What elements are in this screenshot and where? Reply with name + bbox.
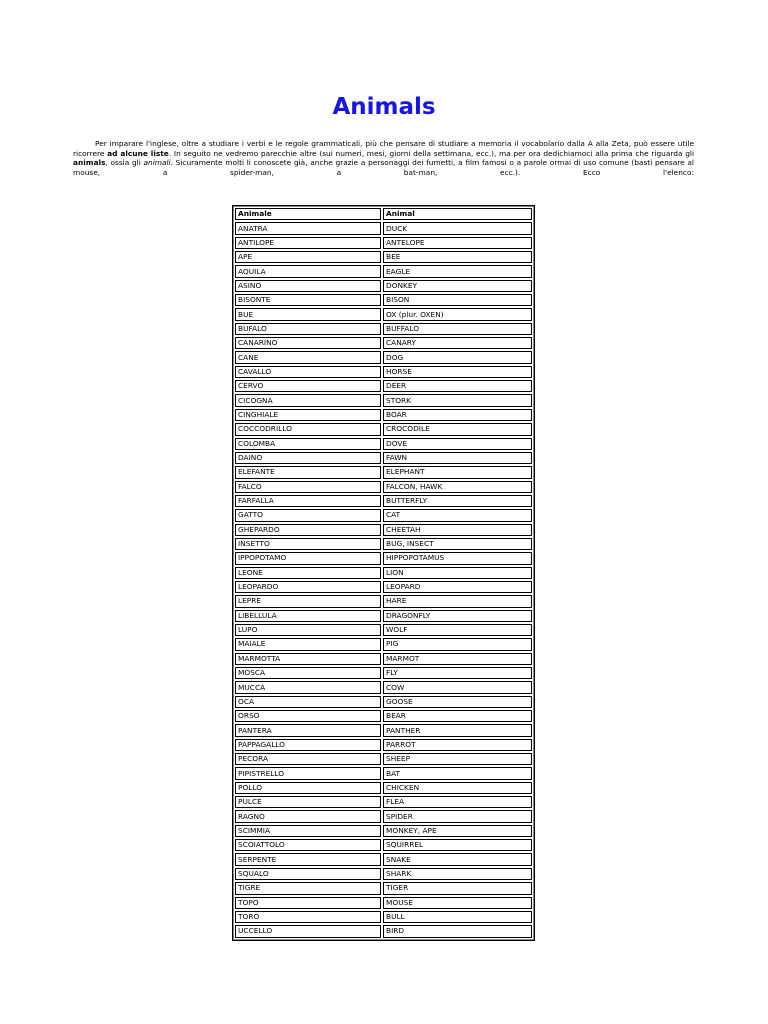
cell-english: PARROT [383, 739, 532, 751]
cell-italian: TORO [235, 911, 381, 923]
cell-english: GOOSE [383, 696, 532, 708]
cell-italian: POLLO [235, 782, 381, 794]
cell-italian: INSETTO [235, 538, 381, 550]
cell-italian: GATTO [235, 509, 381, 521]
cell-italian: APE [235, 251, 381, 263]
table-row [235, 524, 532, 536]
table-row [235, 796, 532, 808]
table-row [235, 509, 532, 521]
cell-italian: ANTILOPE [235, 237, 381, 249]
cell-english: MARMOT [383, 653, 532, 665]
table-row [235, 567, 532, 579]
table-row [235, 409, 532, 421]
header-english: Animal [383, 208, 532, 220]
cell-italian: LEOPARDO [235, 581, 381, 593]
cell-italian: AQUILA [235, 265, 381, 277]
cell-italian: PANTERA [235, 724, 381, 736]
cell-english: SHEEP [383, 753, 532, 765]
header-italian: Animale [235, 208, 381, 220]
cell-italian: MAIALE [235, 638, 381, 650]
table-row [235, 882, 532, 894]
table-row [235, 380, 532, 392]
cell-english: BAT [383, 767, 532, 779]
cell-italian: PAPPAGALLO [235, 739, 381, 751]
cell-italian: BUE [235, 308, 381, 320]
table-row [235, 237, 532, 249]
cell-italian: SQUALO [235, 868, 381, 880]
intro-text-3: , ossia gli [105, 158, 144, 168]
cell-italian: CINGHIALE [235, 409, 381, 421]
cell-italian: BISONTE [235, 294, 381, 306]
cell-italian: COLOMBA [235, 438, 381, 450]
table-row [235, 839, 532, 851]
cell-english: EAGLE [383, 265, 532, 277]
cell-english: BOAR [383, 409, 532, 421]
cell-english: WOLF [383, 624, 532, 636]
cell-english: COW [383, 681, 532, 693]
table-row [235, 724, 532, 736]
table-row [235, 366, 532, 378]
table-row [235, 667, 532, 679]
cell-english: FALCON, HAWK [383, 481, 532, 493]
table-row [235, 595, 532, 607]
cell-italian: PULCE [235, 796, 381, 808]
cell-italian: CAVALLO [235, 366, 381, 378]
cell-italian: LUPO [235, 624, 381, 636]
cell-italian: LEPRE [235, 595, 381, 607]
table-row [235, 653, 532, 665]
cell-english: MONKEY, APE [383, 825, 532, 837]
cell-english: PIG [383, 638, 532, 650]
cell-italian: CICOGNA [235, 394, 381, 406]
cell-italian: CANARINO [235, 337, 381, 349]
cell-italian: TIGRE [235, 882, 381, 894]
cell-english: LION [383, 567, 532, 579]
cell-english: HARE [383, 595, 532, 607]
table-row [235, 337, 532, 349]
table-row [235, 265, 532, 277]
intro-text-2: . In seguito ne vedremo parecchie altre (sui numeri, mesi, giorni della settimana, ecc.), ma per ora dedichiamoci alla prima che riguarda gli [168, 148, 695, 158]
table-row [235, 394, 532, 406]
table-row [235, 853, 532, 865]
cell-english: SNAKE [383, 853, 532, 865]
table-row [235, 710, 532, 722]
table-row [235, 552, 532, 564]
cell-english: ELEPHANT [383, 466, 532, 478]
cell-english: BUFFALO [383, 323, 532, 335]
cell-italian: LEONE [235, 567, 381, 579]
cell-italian: GHEPARDO [235, 524, 381, 536]
cell-italian: IPPOPOTAMO [235, 552, 381, 564]
table-row [235, 911, 532, 923]
cell-italian: PIPISTRELLO [235, 767, 381, 779]
cell-english: SQUIRREL [383, 839, 532, 851]
table-row [235, 681, 532, 693]
cell-english: CAT [383, 509, 532, 521]
table-row [235, 280, 532, 292]
table-row [235, 810, 532, 822]
table-row [235, 308, 532, 320]
cell-english: SHARK [383, 868, 532, 880]
cell-italian: ORSO [235, 710, 381, 722]
cell-italian: COCCODRILLO [235, 423, 381, 435]
cell-english: DRAGONFLY [383, 610, 532, 622]
cell-english: BISON [383, 294, 532, 306]
cell-italian: CANE [235, 351, 381, 363]
cell-english: BUG, INSECT [383, 538, 532, 550]
cell-english: DOVE [383, 438, 532, 450]
cell-english: BEAR [383, 710, 532, 722]
cell-english: BEE [383, 251, 532, 263]
cell-italian: DAINO [235, 452, 381, 464]
intro-text-1: Per imparare l'inglese, oltre a studiare i verbi e le regole grammaticali, più che pensare di studiare a memoria il vocabolario dalla A alla Zeta, può essere utile ricorrere [73, 139, 694, 158]
cell-english: DEER [383, 380, 532, 392]
cell-italian: TOPO [235, 897, 381, 909]
cell-english: DONKEY [383, 280, 532, 292]
cell-italian: ELEFANTE [235, 466, 381, 478]
cell-english: FAWN [383, 452, 532, 464]
cell-english: FLY [383, 667, 532, 679]
table-row [235, 696, 532, 708]
cell-english: TIGER [383, 882, 532, 894]
cell-english: DOG [383, 351, 532, 363]
cell-italian: OCA [235, 696, 381, 708]
table-row [235, 452, 532, 464]
table-row [235, 351, 532, 363]
cell-english: BIRD [383, 925, 532, 937]
table-row [235, 610, 532, 622]
table-row [235, 767, 532, 779]
cell-english: HORSE [383, 366, 532, 378]
cell-english: STORK [383, 394, 532, 406]
cell-italian: RAGNO [235, 810, 381, 822]
cell-english: CHICKEN [383, 782, 532, 794]
table-row [235, 495, 532, 507]
cell-italian: MUCCA [235, 681, 381, 693]
table-row [235, 481, 532, 493]
intro-bold-2: animals [73, 158, 106, 168]
table-row [235, 925, 532, 937]
cell-english: CANARY [383, 337, 532, 349]
cell-italian: MOSCA [235, 667, 381, 679]
cell-english: HIPPOPOTAMUS [383, 552, 532, 564]
cell-english: BUTTERFLY [383, 495, 532, 507]
cell-italian: LIBELLULA [235, 610, 381, 622]
cell-english: FLEA [383, 796, 532, 808]
table-row [235, 538, 532, 550]
cell-english: MOUSE [383, 897, 532, 909]
intro-bold-1: ad alcune liste [107, 148, 169, 158]
table-row [235, 423, 532, 435]
table-row [235, 624, 532, 636]
cell-english: BULL [383, 911, 532, 923]
cell-italian: SCIMMIA [235, 825, 381, 837]
table-row [235, 251, 532, 263]
cell-english: LEOPARD [383, 581, 532, 593]
table-row [235, 581, 532, 593]
cell-italian: CERVO [235, 380, 381, 392]
cell-italian: PECORA [235, 753, 381, 765]
table-row [235, 868, 532, 880]
cell-italian: ANATRA [235, 222, 381, 234]
table-row [235, 897, 532, 909]
cell-english: CHEETAH [383, 524, 532, 536]
cell-english: OX (plur. OXEN) [383, 308, 532, 320]
cell-italian: SCOIATTOLO [235, 839, 381, 851]
table-row [235, 466, 532, 478]
intro-italic: animali [143, 158, 171, 168]
page-title: Animals [332, 94, 436, 120]
cell-english: ANTELOPE [383, 237, 532, 249]
intro-paragraph [73, 139, 694, 177]
cell-english: DUCK [383, 222, 532, 234]
cell-italian: FALCO [235, 481, 381, 493]
table-row [235, 638, 532, 650]
table-row [235, 222, 532, 234]
table-row [235, 739, 532, 751]
intro-text-4: . Sicuramente molti li conoscete già, anche grazie a personaggi dei fumetti, a film famosi o a parole ormai di uso comune (basti pensare al mouse, a spider-man, a bat-man, ecc.). Ecco l'elenco: [73, 158, 694, 177]
vocabulary-table [232, 205, 535, 941]
cell-italian: MARMOTTA [235, 653, 381, 665]
cell-italian: BUFALO [235, 323, 381, 335]
cell-italian: ASINO [235, 280, 381, 292]
table-header-row [235, 208, 532, 220]
cell-english: SPIDER [383, 810, 532, 822]
table-row [235, 438, 532, 450]
table-row [235, 753, 532, 765]
cell-english: PANTHER [383, 724, 532, 736]
table-row [235, 782, 532, 794]
table-row [235, 294, 532, 306]
cell-italian: SERPENTE [235, 853, 381, 865]
table-row [235, 323, 532, 335]
cell-italian: FARFALLA [235, 495, 381, 507]
cell-english: CROCODILE [383, 423, 532, 435]
cell-italian: UCCELLO [235, 925, 381, 937]
table-row [235, 825, 532, 837]
table-body [235, 222, 532, 937]
